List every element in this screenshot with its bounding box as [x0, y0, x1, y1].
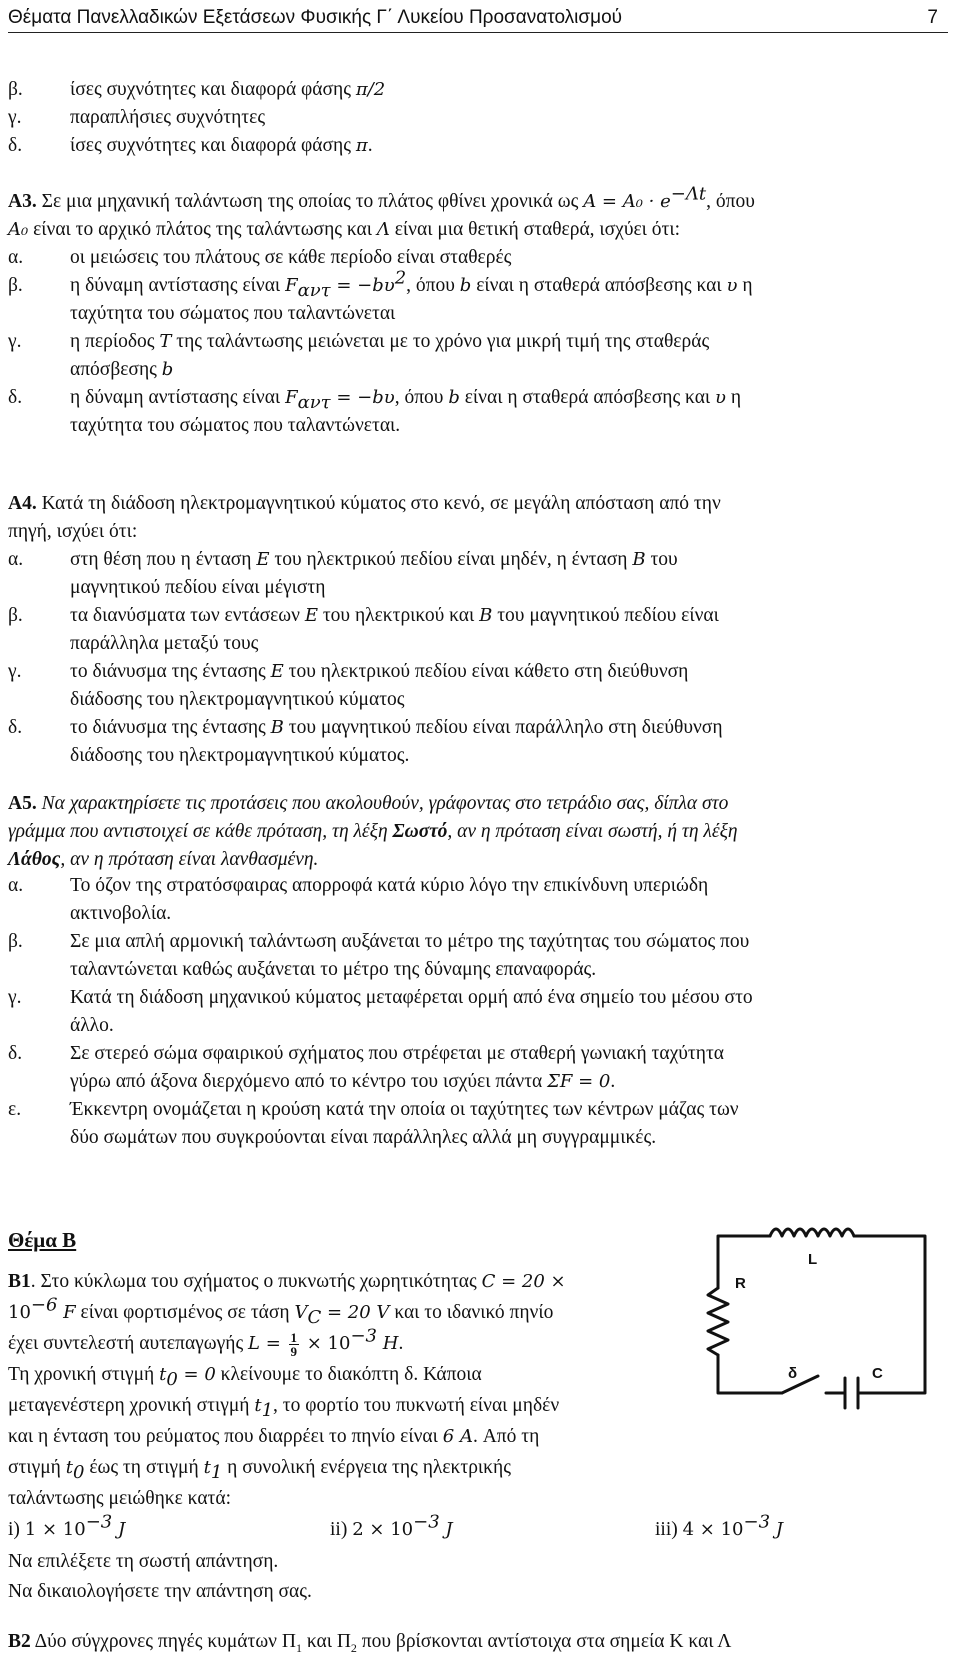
- a5-statements: [8, 872, 948, 1152]
- label-R: R: [735, 1275, 746, 1292]
- option-row: γ. η περίοδος T της ταλάντωσης μειώνεται με το χρόνο για μικρή τιμή της σταθεράς απόσβεσης b: [8, 331, 710, 380]
- option-row: δ. το διάνυσμα της έντασης B του μαγνητικού πεδίου είναι παράλληλο στη διεύθυνση διάδοσης του ηλεκτρομαγνητικού κύματος.: [8, 717, 723, 766]
- a3-stem: Α3. Σε μια μηχανική ταλάντωση της οποίας το πλάτος φθίνει χρονικά ως $A = A_0 \cdot e^{-\Lambda t}$, όπου: [8, 183, 755, 212]
- label-switch: δ: [788, 1365, 798, 1382]
- label-C: C: [872, 1365, 883, 1382]
- statement-row: α. Το όζον της στρατόσφαιρας απορροφά κατά κύριο λόγο την επικίνδυνη υπεριώδη ακτινοβολία.: [8, 875, 709, 924]
- statement-row: β. Σε μια απλή αρμονική ταλάντωση αυξάνεται το μέτρο της ταχύτητας του σώματος που ταλαντώνεται καθώς αυξάνεται το μέτρο της δύναμης επαναφοράς.: [8, 931, 750, 980]
- a3-stem-line2: A₀ είναι το αρχικό πλάτος της ταλάντωσης και Λ είναι μια θετική σταθερά, ισχύει ότι:: [8, 219, 681, 240]
- option-row: β. τα διανύσματα των εντάσεων E του ηλεκτρικού και B του μαγνητικού πεδίου είναι παράλληλα μεταξύ τους: [8, 605, 719, 654]
- page-number: 7: [927, 7, 938, 28]
- question-a3: [8, 183, 948, 440]
- top-wire: [718, 1236, 770, 1263]
- page-header: [8, 2, 948, 33]
- left-wire-bottom: [718, 1355, 782, 1393]
- theme-b-heading: Θέμα Β: [8, 1228, 77, 1252]
- option-row: β. η δύναμη αντίστασης είναι $F_{\alpha\nu\tau} = -b\upsilon^2$, όπου b είναι η σταθερά απόσβεσης και υ η ταχύτητα του σώματος που ταλαντώνεται: [8, 267, 753, 324]
- justify-instruction: Να δικαιολογήσετε την απάντηση σας.: [8, 1581, 312, 1602]
- choose-instruction: Να επιλέξετε τη σωστή απάντηση.: [8, 1551, 279, 1572]
- answer-ii: ii) $2 \times 10^{-3}$ J: [330, 1511, 453, 1540]
- a4-stem: Α4. Κατά τη διάδοση ηλεκτρομαγνητικού κύματος στο κενό, σε μεγάλη απόσταση από την: [8, 493, 721, 514]
- rlc-circuit-diagram: [700, 1218, 940, 1413]
- option-row: α. οι μειώσεις του πλάτους σε κάθε περίοδο είναι σταθερές: [8, 247, 512, 268]
- option-row: β. ίσες συχνότητες και διαφορά φάσης π/2: [8, 79, 386, 100]
- top-wire-right: [854, 1236, 925, 1373]
- resistor: [708, 1288, 728, 1355]
- statement-row: γ. Κατά τη διάδοση μηχανικού κύματος μεταφέρεται ορμή από ένα σημείο του μέσου στο άλλο.: [8, 987, 753, 1036]
- label-L: L: [808, 1251, 818, 1268]
- option-row: α. στη θέση που η ένταση E του ηλεκτρικού πεδίου είναι μηδέν, η ένταση B του μαγνητικού πεδίου είναι μέγιστη: [8, 549, 678, 598]
- question-b2: Β2 Δύο σύγχρονες πηγές κυμάτων $\Pi_1$ και $\Pi_2$ που βρίσκονται αντίστοιχα στα σημεία Κ και Λ: [8, 1631, 732, 1655]
- option-row: γ. παραπλήσιες συχνότητες: [8, 107, 266, 128]
- question-a5: Α5. Να χαρακτηρίσετε τις προτάσεις που ακολουθούν, γράφοντας στο τετράδιο σας, δίπλα στο γράμμα που αντιστοιχεί σε κάθε πρόταση, τη λέξη Σωστό, αν η πρόταση είναι σωστή, ή τη λέξη Λάθος, αν η πρόταση είναι λανθασμένη.: [8, 790, 948, 874]
- a5-instruction: Α5. Να χαρακτηρίσετε τις προτάσεις που ακολουθούν, γράφοντας στο τετράδιο σας, δίπλα στο: [8, 793, 729, 814]
- question-a4: Α4. Κατά τη διάδοση ηλεκτρομαγνητικού κύματος στο κενό, σε μεγάλη απόσταση από την πηγή, ισχύει ότι: α. στη θέση που η ένταση E του ηλεκτρικού πεδίου είναι μηδέν, η ένταση B του μαγνητικού πεδίου είναι μέγιστη β. τα διανύσματα των εντάσεων E του ηλεκτρικού και B του μαγνητικού πεδίου είναι παράλληλα μεταξύ τους γ. το διάνυσμα της έντασης E του ηλεκτρικού πεδίου είναι κάθετο στη διεύθυνση διάδοσης του ηλεκτρομαγνητικού κύματος δ. το διάνυσμα της έντασης B του μαγνητικού πεδίου είναι παράλληλο στη διεύθυνση διάδοσης του ηλεκτρομαγνητικού κύματος.: [8, 490, 948, 770]
- header-title: Θέματα Πανελλαδικών Εξετάσεων Φυσικής Γ΄ Λυκείου Προσανατολισμού: [8, 7, 623, 28]
- a2-tail-options: [8, 76, 948, 160]
- bottom-wire-right: [858, 1373, 925, 1393]
- inductor-coil: [770, 1229, 854, 1236]
- statement-row: δ. Σε στερεό σώμα σφαιρικού σχήματος που στρέφεται με σταθερή γωνιακή ταχύτητα γύρω από άξονα διερχόμενο από το κέντρο του ισχύει πάντα ΣF = 0.: [8, 1043, 724, 1092]
- question-b1: Β1. Στο κύκλωμα του σχήματος ο πυκνωτής χωρητικότητας C = 20 × $10^{-6}$ F είναι φορτισμένος σε τάση $V_C = 20$ V και το ιδανικό πηνίο έχει συντελεστή αυτεπαγωγής L = $\frac{1}{9}$ × $10^{-3}$ H. Τη χρονική στιγμή $t_0 = 0$ κλείνουμε το διακόπτη δ. Κάποια μεταγενέστερη χρονική στιγμή $t_1$, το φορτίο του πυκνωτή είναι μηδέν και η ένταση του ρεύματος που διαρρέει το πηνίο είναι 6 A. Από τη στιγμή $t_0$ έως τη στιγμή $t_1$ η συνολική ενέργεια της ηλεκτρικής ταλάντωσης μειώθηκε κατά:: [8, 1271, 566, 1509]
- statement-row: ε. Έκκεντρη ονομάζεται η κρούση κατά την οποία οι ταχύτητες των κέντρων μάζας των δύο σωμάτων που συγκρούονται είναι παράλληλες αλλά μη συγγραμμικές.: [8, 1099, 739, 1148]
- option-row: γ. το διάνυσμα της έντασης E του ηλεκτρικού πεδίου είναι κάθετο στη διεύθυνση διάδοσης του ηλεκτρομαγνητικού κύματος: [8, 661, 689, 710]
- option-row: δ. ίσες συχνότητες και διαφορά φάσης π.: [8, 135, 373, 156]
- option-row: δ. η δύναμη αντίστασης είναι $F_{\alpha\nu\tau} = -b\upsilon$, όπου b είναι η σταθερά απόσβεσης και υ η ταχύτητα του σώματος που ταλαντώνεται.: [8, 387, 742, 436]
- fraction-1-9: $\frac{1}{9}$: [290, 1330, 298, 1360]
- answer-iii: iii) $4 \times 10^{-3}$ J: [655, 1511, 783, 1540]
- answer-i: i) $1 \times 10^{-3}$ J: [8, 1511, 126, 1540]
